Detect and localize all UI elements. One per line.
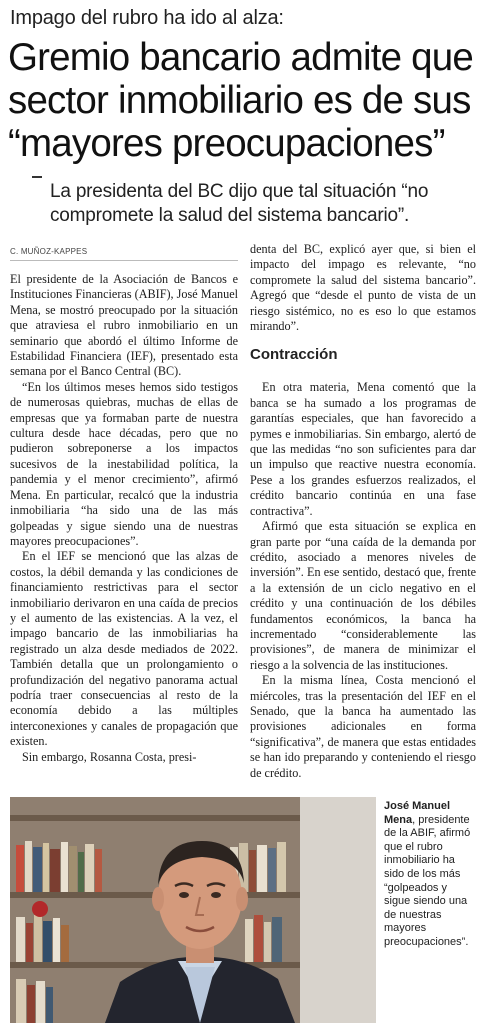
paragraph: En la misma línea, Costa mencionó el miércoles, tras la presentación del IEF en el Senado, que la banca ha aumentado las provisiones adicionales en forma “significativa”, de manera que estas entidades se han ido preparando y conteniendo el riesgo de crédito. (250, 673, 476, 780)
paragraph: Sin embargo, Rosanna Costa, presi- (22, 749, 197, 764)
paragraph: “En los últimos meses hemos sido testigos de numerosas quiebras, muchas de ellas de empresas que ya formaban parte de nuestra cultura desde hace décadas, pero que no pudieron sobreponerse a los impactos sucesivos de la inestabilidad política, la pandemia y el menor crecimiento”, afirmó Mena. En particular, recalcó que la industria inmobiliaria “ha sido una de las más golpeadas y sigue siendo una de nuestras mayores preocupaciones”. (10, 379, 238, 548)
kicker: Impago del rubro ha ido al alza: (10, 7, 284, 29)
headline: Gremio bancario admite que sector inmobiliario es de sus “mayores preocupaciones” (8, 36, 473, 165)
paragraph: En otra materia, Mena comentó que la banca se ha sumado a los programas de garantías especiales, que han favorecido a pymes e inmobiliarias. Sin embargo, alertó de que las medidas “no son suficientes para dar un impulso que reactive nuestra economía. Pese a los grandes esfuerzos realizados, el crédito bancario continúa en una fase contractiva”. (250, 380, 476, 518)
paragraph: En el IEF se mencionó que las alzas de costos, la débil demanda y las condiciones de financiamiento restrictivas para el sector inmobiliario derivaron en una caída de precios y el aumento de las existencias. A la vez, el impago bancario de las inmobiliarias ha registrado un alza desde mediados de 2022. También detalla que un prolongamiento o profundización del negativo panorama actual podría traer consecuencias al resto de la economía debido a las múltiples interconexiones y canales de propagación que existen. (10, 549, 238, 749)
paragraph: El presidente de la Asociación de Bancos e Instituciones Financieras (ABIF), José Manuel Mena, se mostró preocupado por la situación que atraviesa el rubro inmobiliario en un seminario que abordó el último Informe de Estabilidad Financiera (IEF), presentado esta semana por el Banco Central (BC). (10, 272, 238, 379)
paragraph: Afirmó que esta situación se explica en gran parte por “una caída de la demanda por crédito, asociado a menores niveles de inversión”. En ese sentido, destacó que, frente a la extensión de un ciclo negativo en el crédito y una continuación de los débiles fundamentos económicos, la banca ha incrementado “considerablemente las provisiones”, de manera de minimizar el riesgo a la solvencia de las instituciones. (250, 519, 476, 672)
deck-rule (32, 176, 42, 178)
caption-name: José Manuel Mena (384, 800, 451, 826)
paragraph: denta del BC, explicó ayer que, si bien el impacto del impago es relevante, “no compromete la salud del sistema bancario”. Agregó que “desde el punto de vista de un riesgo sistémico, no es eso lo que estamos mirando”. (250, 242, 476, 334)
portrait-photo (10, 797, 376, 1023)
deck: La presidenta del BC dijo que tal situación “no compromete la salud del sistema bancario”. (50, 181, 429, 226)
subhead: Contracción (250, 346, 338, 364)
byline: C. MUÑOZ-KAPPES (10, 247, 88, 256)
caption-text: , presidente de la ABIF, afirmó que el rubro inmobiliario ha sido de los más “golpeados y sigue siendo una de nuestras mayores preocupaciones”. (384, 813, 471, 948)
article-column-2 (250, 242, 476, 781)
byline-rule (10, 260, 238, 261)
photo-caption (384, 800, 476, 950)
article-column-1 (10, 272, 238, 765)
